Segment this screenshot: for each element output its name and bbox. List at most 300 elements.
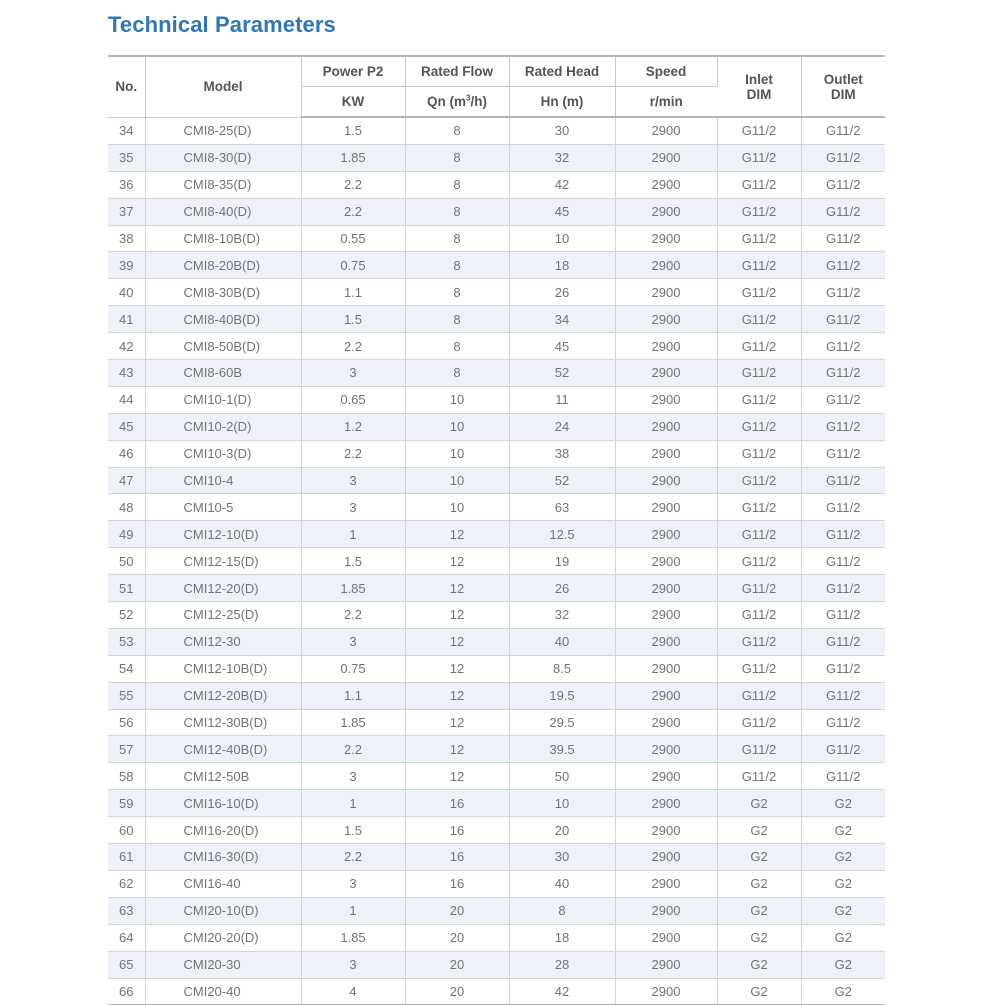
cell-no: 60 — [108, 817, 145, 844]
cell-speed: 2900 — [615, 548, 717, 575]
cell-head: 52 — [509, 360, 615, 387]
cell-speed: 2900 — [615, 575, 717, 602]
cell-no: 44 — [108, 386, 145, 413]
cell-speed: 2900 — [615, 736, 717, 763]
cell-outlet: G11/2 — [801, 467, 885, 494]
cell-speed: 2900 — [615, 198, 717, 225]
cell-power: 3 — [301, 763, 405, 790]
cell-flow: 8 — [405, 117, 509, 144]
inlet-header-line1: Inlet — [745, 71, 773, 87]
table-row — [108, 763, 885, 790]
cell-no: 58 — [108, 763, 145, 790]
column-header-outlet — [801, 56, 885, 117]
cell-flow: 8 — [405, 360, 509, 387]
cell-flow: 10 — [405, 467, 509, 494]
cell-outlet: G11/2 — [801, 575, 885, 602]
cell-model: CMI12-20B(D) — [145, 682, 301, 709]
cell-flow: 12 — [405, 709, 509, 736]
cell-power: 1.85 — [301, 144, 405, 171]
cell-power: 3 — [301, 467, 405, 494]
cell-outlet: G11/2 — [801, 333, 885, 360]
cell-speed: 2900 — [615, 817, 717, 844]
table-row — [108, 736, 885, 763]
technical-parameters-table — [108, 55, 885, 1005]
cell-outlet: G2 — [801, 790, 885, 817]
table-row — [108, 279, 885, 306]
table-row — [108, 602, 885, 629]
cell-model: CMI16-30(D) — [145, 844, 301, 871]
cell-speed: 2900 — [615, 306, 717, 333]
page-title: Technical Parameters — [108, 12, 336, 37]
cell-power: 2.2 — [301, 602, 405, 629]
cell-model: CMI10-4 — [145, 467, 301, 494]
cell-flow: 20 — [405, 978, 509, 1005]
cell-model: CMI8-30(D) — [145, 144, 301, 171]
cell-power: 1.85 — [301, 709, 405, 736]
table-row — [108, 252, 885, 279]
cell-power: 1.5 — [301, 306, 405, 333]
cell-head: 20 — [509, 817, 615, 844]
cell-model: CMI10-1(D) — [145, 386, 301, 413]
cell-no: 36 — [108, 171, 145, 198]
cell-inlet: G11/2 — [717, 548, 801, 575]
cell-outlet: G2 — [801, 924, 885, 951]
cell-inlet: G11/2 — [717, 575, 801, 602]
cell-inlet: G11/2 — [717, 306, 801, 333]
cell-flow: 12 — [405, 736, 509, 763]
cell-speed: 2900 — [615, 413, 717, 440]
cell-no: 61 — [108, 844, 145, 871]
cell-model: CMI12-10B(D) — [145, 655, 301, 682]
cell-speed: 2900 — [615, 790, 717, 817]
cell-no: 52 — [108, 602, 145, 629]
cell-outlet: G11/2 — [801, 736, 885, 763]
cell-no: 56 — [108, 709, 145, 736]
cell-power: 1 — [301, 521, 405, 548]
cell-outlet: G11/2 — [801, 763, 885, 790]
cell-model: CMI8-35(D) — [145, 171, 301, 198]
cell-power: 0.75 — [301, 655, 405, 682]
cell-head: 42 — [509, 171, 615, 198]
cell-no: 39 — [108, 252, 145, 279]
inlet-header-line2: DIM — [746, 86, 772, 102]
cell-inlet: G11/2 — [717, 655, 801, 682]
table-row — [108, 225, 885, 252]
cell-model: CMI12-30B(D) — [145, 709, 301, 736]
table-row — [108, 198, 885, 225]
cell-outlet: G11/2 — [801, 628, 885, 655]
cell-no: 40 — [108, 279, 145, 306]
cell-outlet: G11/2 — [801, 171, 885, 198]
cell-outlet: G2 — [801, 870, 885, 897]
cell-speed: 2900 — [615, 682, 717, 709]
cell-inlet: G11/2 — [717, 494, 801, 521]
outlet-header-line2: DIM — [830, 86, 856, 102]
cell-no: 62 — [108, 870, 145, 897]
cell-head: 10 — [509, 225, 615, 252]
cell-no: 38 — [108, 225, 145, 252]
cell-inlet: G11/2 — [717, 628, 801, 655]
cell-power: 1.5 — [301, 117, 405, 144]
cell-power: 2.2 — [301, 736, 405, 763]
cell-inlet: G11/2 — [717, 440, 801, 467]
table-row — [108, 709, 885, 736]
cell-flow: 20 — [405, 951, 509, 978]
cell-head: 8 — [509, 897, 615, 924]
cell-model: CMI12-50B — [145, 763, 301, 790]
table-row — [108, 144, 885, 171]
cell-power: 1.2 — [301, 413, 405, 440]
flow-unit-prefix: Qn (m — [427, 94, 467, 109]
table-row — [108, 467, 885, 494]
cell-flow: 8 — [405, 279, 509, 306]
cell-model: CMI8-30B(D) — [145, 279, 301, 306]
cell-outlet: G11/2 — [801, 306, 885, 333]
cell-outlet: G2 — [801, 951, 885, 978]
cell-speed: 2900 — [615, 763, 717, 790]
table-row — [108, 790, 885, 817]
cell-inlet: G11/2 — [717, 333, 801, 360]
table-row — [108, 978, 885, 1005]
table-row — [108, 386, 885, 413]
cell-outlet: G11/2 — [801, 709, 885, 736]
cell-inlet: G11/2 — [717, 682, 801, 709]
cell-power: 4 — [301, 978, 405, 1005]
cell-power: 0.65 — [301, 386, 405, 413]
table-row — [108, 682, 885, 709]
cell-inlet: G11/2 — [717, 736, 801, 763]
cell-model: CMI16-10(D) — [145, 790, 301, 817]
cell-outlet: G2 — [801, 897, 885, 924]
cell-power: 0.75 — [301, 252, 405, 279]
cell-power: 1.85 — [301, 924, 405, 951]
cell-head: 30 — [509, 844, 615, 871]
cell-power: 2.2 — [301, 198, 405, 225]
cell-model: CMI10-3(D) — [145, 440, 301, 467]
cell-speed: 2900 — [615, 117, 717, 144]
table-row — [108, 655, 885, 682]
cell-flow: 10 — [405, 386, 509, 413]
cell-head: 26 — [509, 279, 615, 306]
cell-power: 3 — [301, 628, 405, 655]
cell-outlet: G2 — [801, 844, 885, 871]
cell-speed: 2900 — [615, 494, 717, 521]
cell-flow: 8 — [405, 252, 509, 279]
cell-model: CMI12-25(D) — [145, 602, 301, 629]
cell-speed: 2900 — [615, 709, 717, 736]
table-row — [108, 117, 885, 144]
cell-power: 3 — [301, 870, 405, 897]
cell-inlet: G11/2 — [717, 360, 801, 387]
column-header-model: Model — [145, 56, 301, 117]
cell-no: 43 — [108, 360, 145, 387]
cell-model: CMI12-10(D) — [145, 521, 301, 548]
cell-model: CMI8-60B — [145, 360, 301, 387]
cell-head: 38 — [509, 440, 615, 467]
cell-inlet: G11/2 — [717, 117, 801, 144]
cell-outlet: G11/2 — [801, 198, 885, 225]
cell-inlet: G11/2 — [717, 225, 801, 252]
cell-speed: 2900 — [615, 360, 717, 387]
table-row — [108, 844, 885, 871]
cell-power: 1.5 — [301, 817, 405, 844]
cell-outlet: G11/2 — [801, 279, 885, 306]
cell-inlet: G11/2 — [717, 413, 801, 440]
table-row — [108, 951, 885, 978]
table-row — [108, 548, 885, 575]
cell-model: CMI16-40 — [145, 870, 301, 897]
table-row — [108, 360, 885, 387]
cell-no: 35 — [108, 144, 145, 171]
cell-model: CMI12-20(D) — [145, 575, 301, 602]
cell-model: CMI20-10(D) — [145, 897, 301, 924]
cell-outlet: G11/2 — [801, 682, 885, 709]
cell-power: 3 — [301, 951, 405, 978]
cell-no: 59 — [108, 790, 145, 817]
cell-head: 42 — [509, 978, 615, 1005]
cell-head: 40 — [509, 628, 615, 655]
cell-inlet: G2 — [717, 897, 801, 924]
cell-head: 30 — [509, 117, 615, 144]
cell-speed: 2900 — [615, 171, 717, 198]
cell-outlet: G11/2 — [801, 386, 885, 413]
cell-head: 18 — [509, 252, 615, 279]
flow-unit-suffix: /h) — [470, 94, 487, 109]
cell-speed: 2900 — [615, 144, 717, 171]
column-header-speed: Speed — [615, 56, 717, 87]
cell-speed: 2900 — [615, 252, 717, 279]
table-row — [108, 817, 885, 844]
cell-outlet: G11/2 — [801, 144, 885, 171]
cell-head: 50 — [509, 763, 615, 790]
cell-speed: 2900 — [615, 924, 717, 951]
cell-model: CMI8-40(D) — [145, 198, 301, 225]
cell-flow: 12 — [405, 575, 509, 602]
cell-power: 1.1 — [301, 682, 405, 709]
cell-no: 66 — [108, 978, 145, 1005]
cell-inlet: G11/2 — [717, 279, 801, 306]
table-row — [108, 897, 885, 924]
cell-outlet: G11/2 — [801, 548, 885, 575]
cell-flow: 8 — [405, 171, 509, 198]
cell-head: 29.5 — [509, 709, 615, 736]
cell-speed: 2900 — [615, 225, 717, 252]
column-header-head: Rated Head — [509, 56, 615, 87]
cell-no: 54 — [108, 655, 145, 682]
column-unit-power: KW — [301, 87, 405, 118]
cell-flow: 8 — [405, 306, 509, 333]
table-row — [108, 924, 885, 951]
column-header-power: Power P2 — [301, 56, 405, 87]
cell-model: CMI12-15(D) — [145, 548, 301, 575]
table-row — [108, 575, 885, 602]
cell-inlet: G11/2 — [717, 198, 801, 225]
cell-speed: 2900 — [615, 521, 717, 548]
cell-speed: 2900 — [615, 655, 717, 682]
cell-no: 65 — [108, 951, 145, 978]
cell-speed: 2900 — [615, 951, 717, 978]
cell-head: 19.5 — [509, 682, 615, 709]
cell-model: CMI10-2(D) — [145, 413, 301, 440]
cell-speed: 2900 — [615, 844, 717, 871]
cell-power: 1.1 — [301, 279, 405, 306]
cell-head: 28 — [509, 951, 615, 978]
cell-power: 1 — [301, 897, 405, 924]
table-row — [108, 628, 885, 655]
cell-outlet: G11/2 — [801, 413, 885, 440]
cell-head: 45 — [509, 198, 615, 225]
cell-no: 50 — [108, 548, 145, 575]
cell-outlet: G11/2 — [801, 655, 885, 682]
cell-power: 2.2 — [301, 171, 405, 198]
cell-inlet: G2 — [717, 870, 801, 897]
cell-inlet: G11/2 — [717, 171, 801, 198]
cell-speed: 2900 — [615, 978, 717, 1005]
cell-no: 42 — [108, 333, 145, 360]
cell-head: 45 — [509, 333, 615, 360]
cell-speed: 2900 — [615, 870, 717, 897]
cell-inlet: G2 — [717, 817, 801, 844]
cell-flow: 8 — [405, 225, 509, 252]
cell-no: 34 — [108, 117, 145, 144]
cell-head: 8.5 — [509, 655, 615, 682]
cell-no: 55 — [108, 682, 145, 709]
cell-speed: 2900 — [615, 467, 717, 494]
cell-flow: 8 — [405, 198, 509, 225]
cell-model: CMI12-40B(D) — [145, 736, 301, 763]
cell-model: CMI8-20B(D) — [145, 252, 301, 279]
cell-inlet: G2 — [717, 844, 801, 871]
cell-no: 51 — [108, 575, 145, 602]
cell-head: 52 — [509, 467, 615, 494]
cell-power: 3 — [301, 360, 405, 387]
cell-flow: 12 — [405, 602, 509, 629]
cell-speed: 2900 — [615, 897, 717, 924]
cell-outlet: G11/2 — [801, 602, 885, 629]
cell-model: CMI20-20(D) — [145, 924, 301, 951]
cell-model: CMI16-20(D) — [145, 817, 301, 844]
cell-flow: 12 — [405, 763, 509, 790]
cell-speed: 2900 — [615, 386, 717, 413]
cell-head: 11 — [509, 386, 615, 413]
cell-flow: 12 — [405, 548, 509, 575]
cell-no: 57 — [108, 736, 145, 763]
cell-power: 3 — [301, 494, 405, 521]
cell-power: 2.2 — [301, 333, 405, 360]
cell-flow: 12 — [405, 682, 509, 709]
table-row — [108, 171, 885, 198]
cell-flow: 16 — [405, 817, 509, 844]
cell-no: 64 — [108, 924, 145, 951]
column-header-no: No. — [108, 56, 145, 117]
cell-inlet: G11/2 — [717, 602, 801, 629]
cell-no: 53 — [108, 628, 145, 655]
flow-unit-exponent: 3 — [466, 93, 471, 103]
cell-outlet: G11/2 — [801, 360, 885, 387]
column-header-flow: Rated Flow — [405, 56, 509, 87]
cell-no: 37 — [108, 198, 145, 225]
column-header-inlet — [717, 56, 801, 117]
cell-head: 26 — [509, 575, 615, 602]
cell-head: 63 — [509, 494, 615, 521]
cell-flow: 8 — [405, 144, 509, 171]
cell-flow: 10 — [405, 413, 509, 440]
cell-model: CMI20-40 — [145, 978, 301, 1005]
table-header — [108, 56, 885, 117]
cell-power: 1.85 — [301, 575, 405, 602]
cell-head: 39.5 — [509, 736, 615, 763]
cell-flow: 20 — [405, 924, 509, 951]
cell-no: 48 — [108, 494, 145, 521]
table-row — [108, 333, 885, 360]
cell-power: 2.2 — [301, 440, 405, 467]
cell-flow: 16 — [405, 870, 509, 897]
cell-head: 40 — [509, 870, 615, 897]
cell-no: 47 — [108, 467, 145, 494]
cell-inlet: G2 — [717, 924, 801, 951]
column-unit-head: Hn (m) — [509, 87, 615, 118]
cell-speed: 2900 — [615, 602, 717, 629]
cell-flow: 10 — [405, 494, 509, 521]
cell-inlet: G2 — [717, 951, 801, 978]
cell-model: CMI8-40B(D) — [145, 306, 301, 333]
cell-model: CMI8-10B(D) — [145, 225, 301, 252]
cell-head: 19 — [509, 548, 615, 575]
cell-model: CMI12-30 — [145, 628, 301, 655]
cell-head: 24 — [509, 413, 615, 440]
cell-power: 1 — [301, 790, 405, 817]
cell-model: CMI10-5 — [145, 494, 301, 521]
table-row — [108, 521, 885, 548]
cell-inlet: G11/2 — [717, 709, 801, 736]
column-unit-flow — [405, 87, 509, 118]
cell-model: CMI8-25(D) — [145, 117, 301, 144]
cell-flow: 8 — [405, 333, 509, 360]
cell-head: 10 — [509, 790, 615, 817]
column-unit-speed: r/min — [615, 87, 717, 118]
cell-head: 34 — [509, 306, 615, 333]
cell-power: 0.55 — [301, 225, 405, 252]
cell-flow: 16 — [405, 844, 509, 871]
cell-inlet: G2 — [717, 978, 801, 1005]
cell-speed: 2900 — [615, 440, 717, 467]
cell-power: 1.5 — [301, 548, 405, 575]
cell-inlet: G11/2 — [717, 763, 801, 790]
cell-outlet: G2 — [801, 978, 885, 1005]
cell-inlet: G11/2 — [717, 521, 801, 548]
cell-model: CMI8-50B(D) — [145, 333, 301, 360]
cell-head: 32 — [509, 602, 615, 629]
table-row — [108, 494, 885, 521]
cell-inlet: G11/2 — [717, 144, 801, 171]
cell-no: 41 — [108, 306, 145, 333]
cell-outlet: G11/2 — [801, 117, 885, 144]
cell-no: 45 — [108, 413, 145, 440]
cell-speed: 2900 — [615, 628, 717, 655]
cell-speed: 2900 — [615, 279, 717, 306]
cell-speed: 2900 — [615, 333, 717, 360]
cell-head: 32 — [509, 144, 615, 171]
table-row — [108, 440, 885, 467]
table-row — [108, 870, 885, 897]
cell-no: 49 — [108, 521, 145, 548]
cell-outlet: G11/2 — [801, 440, 885, 467]
cell-flow: 20 — [405, 897, 509, 924]
cell-flow: 12 — [405, 521, 509, 548]
cell-inlet: G2 — [717, 790, 801, 817]
table-row — [108, 413, 885, 440]
cell-outlet: G11/2 — [801, 521, 885, 548]
